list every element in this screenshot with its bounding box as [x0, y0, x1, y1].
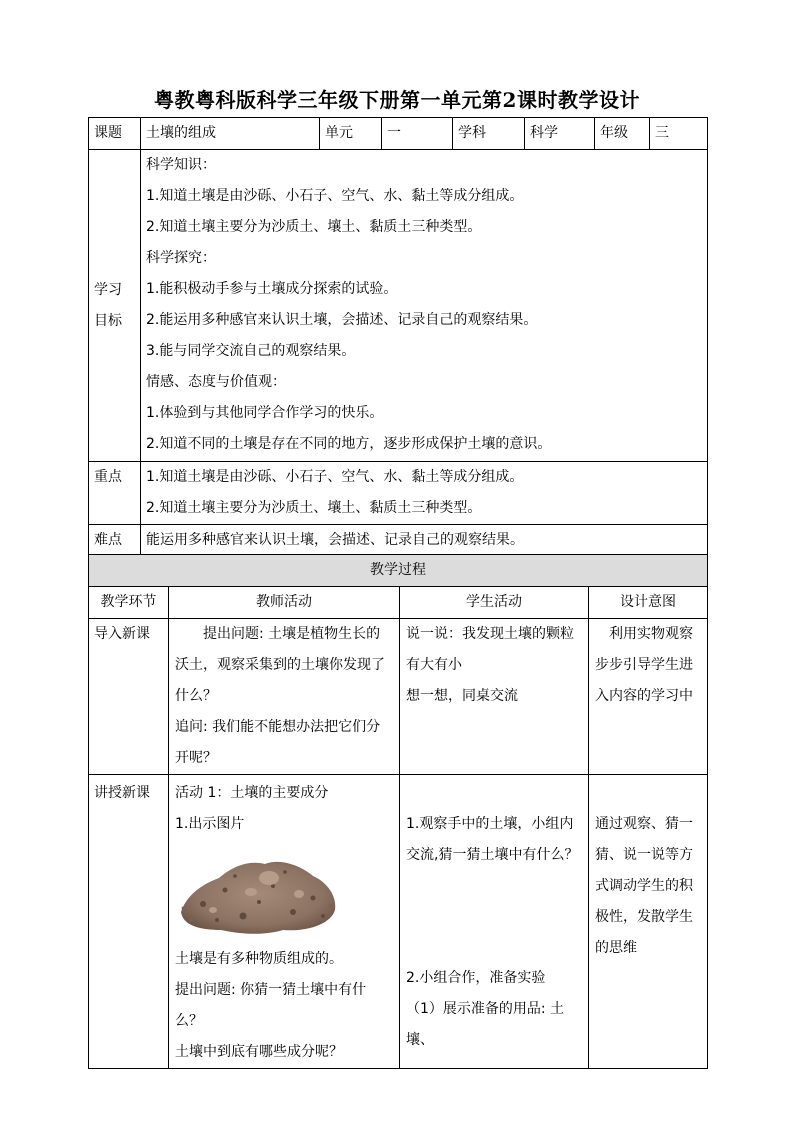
- new-lesson-teacher-line: 活动 1：土壤的主要成分: [175, 785, 329, 801]
- difficulties-row: [89, 525, 708, 557]
- new-lesson-student-block: 1.观察手中的土壤，小组内交流,猜一猜土壤中有什么？: [406, 816, 579, 863]
- unit-label: 单元: [320, 118, 382, 150]
- objective-line: 2.知道不同的土壤是存在不同的地方，逐步形成保护土壤的意识。: [146, 436, 552, 452]
- process-header-row: [89, 555, 708, 587]
- subject-label: 学科: [453, 118, 525, 150]
- topic-value: 土壤的组成: [141, 118, 320, 150]
- grade-label: 年级: [595, 118, 650, 150]
- column-header: 设计意图: [589, 587, 708, 619]
- new-lesson-student-line: （1）展示准备的用品: 土壤、: [406, 1001, 565, 1048]
- intro-student-line: 说一说：我发现土壤的颗粒有大有小: [406, 626, 574, 673]
- new-lesson-student-cell: [400, 775, 589, 1069]
- column-header: 教师活动: [169, 587, 400, 619]
- column-header: 学生活动: [400, 587, 589, 619]
- difficulties-label: 难点: [89, 525, 141, 557]
- objective-line: 1.能积极动手参与土壤成分探索的试验。: [146, 281, 398, 297]
- objectives-label-line2: 目标: [94, 312, 122, 329]
- process-header: 教学过程: [89, 555, 708, 587]
- soil-image: [173, 846, 343, 938]
- grade-value: 三: [650, 118, 708, 150]
- new-lesson-teacher-line: 土壤中到底有哪些成分呢？: [175, 1044, 343, 1060]
- subject-value: 科学: [525, 118, 595, 150]
- key-point-line: 1.知道土壤是由沙砾、小石子、空气、水、黏土等成分组成。: [146, 469, 524, 485]
- key-points-content: [141, 462, 708, 525]
- objectives-label-line1: 学习: [94, 281, 122, 298]
- intro-student-line: 想一想，同桌交流: [406, 688, 518, 704]
- difficulties-cell: [141, 525, 708, 557]
- new-lesson-intent: 通过观察、猜一猜、说一说等方式调动学生的积极性，发散学生的思维: [595, 816, 693, 956]
- objectives-row: [89, 150, 708, 462]
- unit-value: 一: [382, 118, 453, 150]
- new-lesson-teacher-line: 土壤是有多种物质组成的。: [175, 951, 343, 967]
- objectives-content: [141, 150, 708, 462]
- difficulties-text: 能运用多种感官来认识土壤，会描述、记录自己的观察结果。: [146, 532, 524, 548]
- intro-teacher-followup: 追问: 我们能不能想办法把它们分开呢？: [175, 719, 381, 766]
- key-point-line: 2.知道土壤主要分为沙质土、壤土、黏质土三种类型。: [146, 500, 482, 516]
- intro-stage: 导入新课: [89, 619, 169, 775]
- intro-teacher-cell: [169, 619, 400, 775]
- objectives-label: [89, 150, 141, 462]
- new-lesson-student-line: 2.小组合作，准备实验: [406, 970, 546, 986]
- objective-line: 1.知道土壤是由沙砾、小石子、空气、水、黏土等成分组成。: [146, 188, 524, 204]
- page-title: 粤教粤科版科学三年级下册第一单元第2课时教学设计: [154, 88, 640, 112]
- intro-row: [89, 619, 708, 775]
- objective-line: 情感、态度与价值观：: [146, 374, 286, 390]
- key-points-row: [89, 462, 708, 525]
- objective-line: 3.能与同学交流自己的观察结果。: [146, 343, 356, 359]
- new-lesson-teacher-line: 提出问题: 你猜一猜土壤中有什么？: [175, 982, 367, 1029]
- lesson-info-table: [88, 117, 708, 557]
- new-lesson-intent-cell: [589, 775, 708, 1069]
- objective-line: 1.体验到与其他同学合作学习的快乐。: [146, 405, 384, 421]
- new-lesson-teacher-line: 1.出示图片: [175, 816, 245, 832]
- objective-line: 2.知道土壤主要分为沙质土、壤土、黏质土三种类型。: [146, 219, 482, 235]
- objective-line: 科学知识：: [146, 157, 216, 173]
- intro-teacher-text: 提出问题: 土壤是植物生长的沃土，观察采集到的土壤你发现了什么？: [175, 626, 385, 704]
- new-lesson-row: [89, 775, 708, 1069]
- column-header-row: [89, 587, 708, 619]
- info-row: [89, 118, 708, 150]
- key-points-label: 重点: [89, 462, 141, 525]
- intro-intent-cell: [589, 619, 708, 775]
- column-header: 教学环节: [89, 587, 169, 619]
- topic-label: 课题: [89, 118, 141, 150]
- new-lesson-stage: 讲授新课: [89, 775, 169, 1069]
- intro-student-cell: [400, 619, 589, 775]
- teaching-process-table: [88, 554, 708, 1069]
- intro-intent: 利用实物观察步步引导学生进入内容的学习中: [595, 626, 693, 704]
- new-lesson-teacher-cell: [169, 775, 400, 1069]
- objective-line: 科学探究：: [146, 250, 216, 266]
- objective-line: 2.能运用多种感官来认识土壤，会描述、记录自己的观察结果。: [146, 312, 538, 328]
